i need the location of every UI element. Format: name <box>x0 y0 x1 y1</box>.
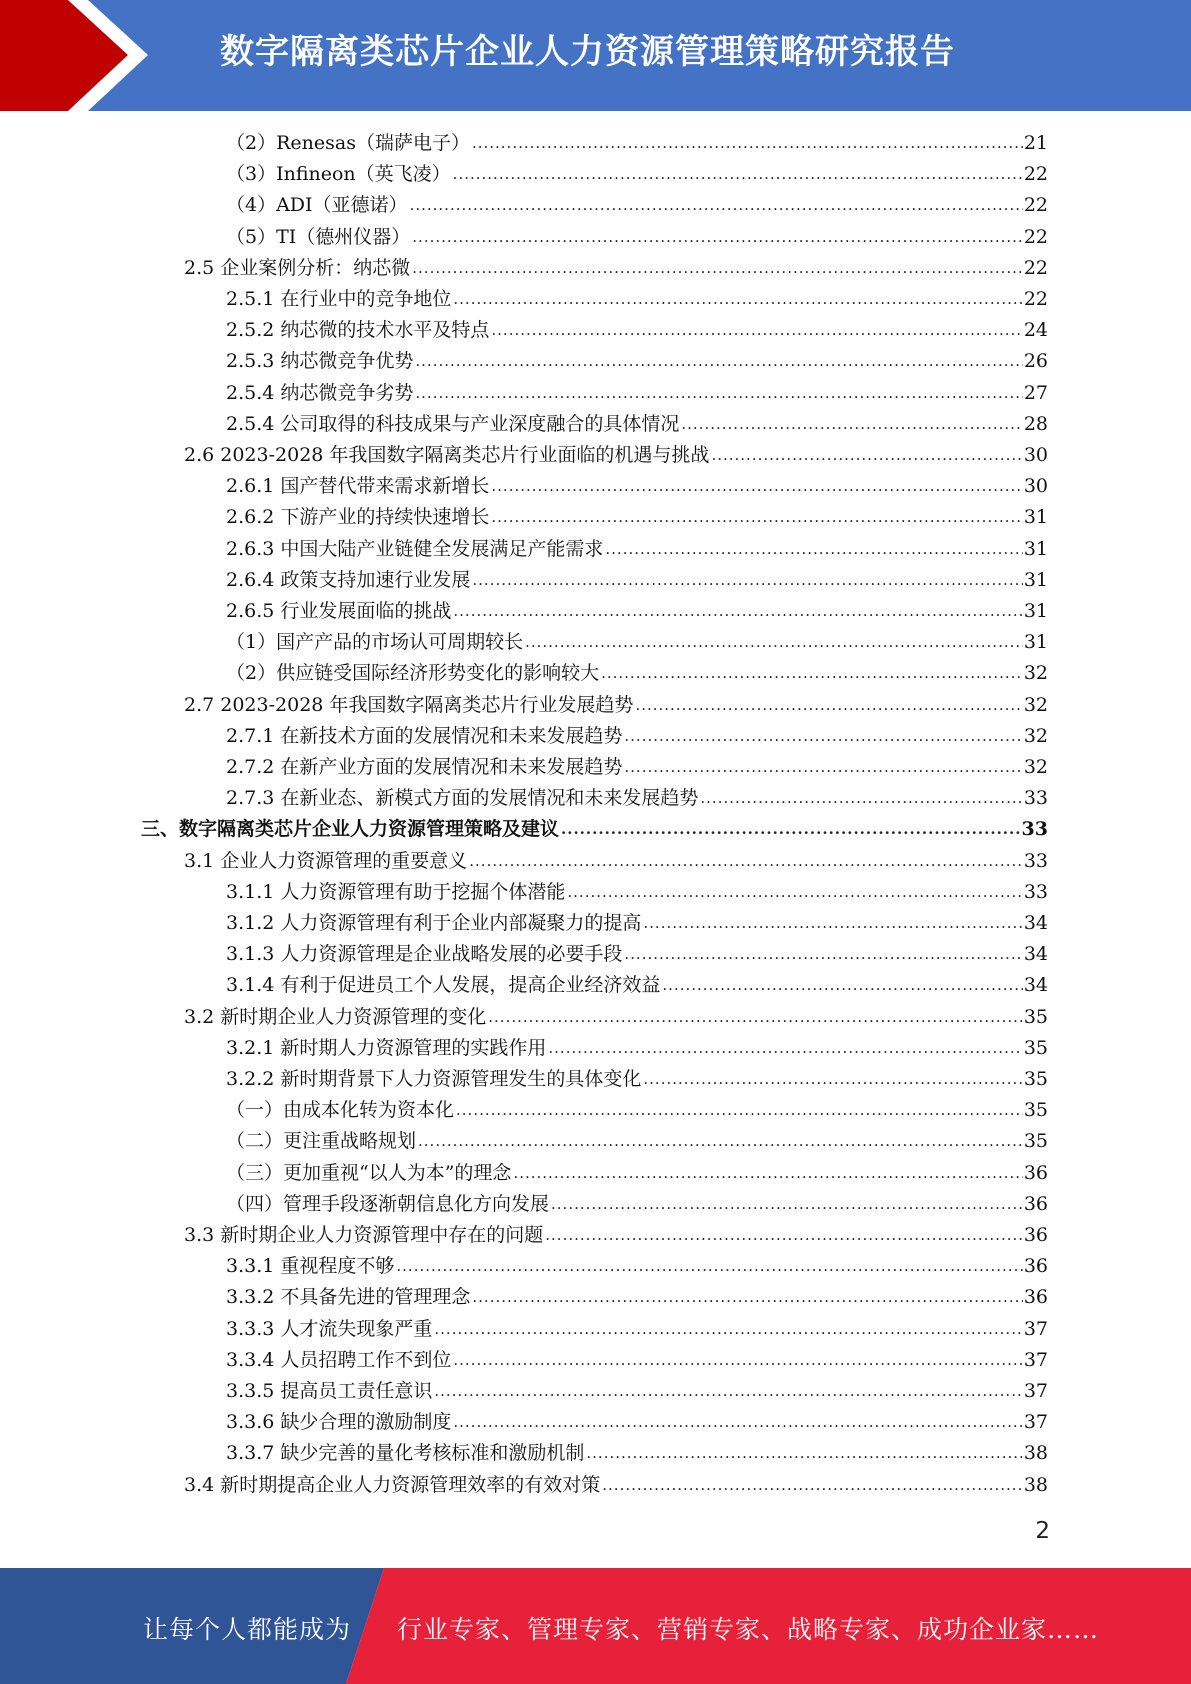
toc-leader-dots <box>513 1158 1022 1189</box>
toc-entry-page: 21 <box>1023 132 1048 154</box>
toc-entry-page: 32 <box>1023 662 1048 685</box>
toc-leader-dots <box>602 1470 1023 1501</box>
toc-leader-dots <box>605 534 1022 565</box>
toc-entry-page: 33 <box>1023 849 1048 872</box>
toc-entry[interactable] <box>226 1345 1048 1376</box>
toc-entry-title: 3.2.2 新时期背景下人力资源管理发生的具体变化 <box>226 1068 642 1090</box>
toc-entry-title: （二）更注重战略规划 <box>226 1130 417 1153</box>
toc-entry[interactable] <box>184 1002 1048 1033</box>
toc-entry-page: 35 <box>1023 1130 1048 1153</box>
toc-entry[interactable] <box>184 1470 1048 1501</box>
toc-entry-title: 2.7.2 在新产业方面的发展情况和未来发展趋势 <box>226 756 623 778</box>
toc-entry[interactable] <box>226 1376 1048 1407</box>
toc-entry-title: 2.5.2 纳芯微的技术水平及特点 <box>226 319 490 342</box>
toc-entry[interactable] <box>226 1282 1048 1313</box>
toc-entry-page: 38 <box>1023 1442 1048 1465</box>
toc-entry[interactable] <box>226 534 1048 565</box>
toc-entry-page: 30 <box>1023 444 1048 466</box>
toc-entry-title: （4）ADI（亚德诺） <box>226 194 408 217</box>
toc-entry[interactable] <box>226 1064 1048 1095</box>
toc-entry[interactable] <box>226 565 1048 596</box>
toc-entry-page: 28 <box>1023 412 1048 435</box>
toc-entry-page: 33 <box>1021 818 1048 841</box>
toc-entry-title: 3.3 新时期企业人力资源管理中存在的问题 <box>184 1224 544 1246</box>
toc-leader-dots <box>453 596 1022 627</box>
toc-entry-title: （四）管理手段逐渐朝信息化方向发展 <box>226 1192 550 1215</box>
toc-entry-page: 31 <box>1023 600 1048 622</box>
toc-entry[interactable] <box>226 471 1048 502</box>
page-number: 2 <box>1035 1518 1050 1544</box>
toc-entry[interactable] <box>226 752 1048 783</box>
toc-entry-page: 22 <box>1023 256 1048 279</box>
toc-entry-page: 27 <box>1023 381 1048 404</box>
toc-entry[interactable] <box>226 222 1048 253</box>
toc-entry[interactable] <box>226 596 1048 627</box>
toc-entry-page: 31 <box>1023 537 1048 560</box>
toc-entry-page: 35 <box>1023 1068 1048 1090</box>
toc-leader-dots <box>624 939 1022 970</box>
toc-entry-title: （1）国产产品的市场认可周期较长 <box>226 631 524 654</box>
toc-entry-title: 2.6.3 中国大陆产业链健全发展满足产能需求 <box>226 537 604 560</box>
toc-leader-dots <box>545 1220 1023 1251</box>
toc-leader-dots <box>491 502 1022 533</box>
toc-entry-title: 2.5.3 纳芯微竞争优势 <box>226 350 414 373</box>
toc-entry-title: 2.5.4 纳芯微竞争劣势 <box>226 381 414 404</box>
toc-entry-page: 37 <box>1023 1317 1048 1340</box>
toc-entry-title: 2.6.5 行业发展面临的挑战 <box>226 600 452 622</box>
toc-entry[interactable] <box>226 1189 1048 1220</box>
toc-leader-dots <box>453 1407 1022 1438</box>
toc-entry-title: 3.1.4 有利于促进员工个人发展，提高企业经济效益 <box>226 974 661 997</box>
toc-entry[interactable] <box>226 346 1048 377</box>
toc-leader-dots <box>643 1064 1022 1095</box>
toc-entry-title: 2.6.2 下游产业的持续快速增长 <box>226 506 490 529</box>
toc-leader-dots <box>472 128 1023 159</box>
toc-leader-dots <box>453 284 1022 315</box>
toc-entry-page: 33 <box>1023 880 1048 903</box>
toc-leader-dots <box>711 440 1022 471</box>
toc-entry[interactable] <box>226 1314 1048 1345</box>
page-footer <box>0 1568 1191 1684</box>
toc-entry[interactable] <box>226 970 1048 1001</box>
toc-entry[interactable] <box>226 1251 1048 1282</box>
toc-entry[interactable] <box>184 690 1048 721</box>
toc-entry-page: 22 <box>1023 194 1048 217</box>
toc-leader-dots <box>469 846 1023 877</box>
toc-entry-title: 三、数字隔离类芯片企业人力资源管理策略及建议 <box>141 818 560 841</box>
toc-entry-title: 2.5.4 公司取得的科技成果与产业深度融合的具体情况 <box>226 412 680 435</box>
toc-leader-dots <box>681 409 1022 440</box>
toc-entry-title: 2.5 企业案例分析：纳芯微 <box>184 256 411 279</box>
toc-entry-page: 34 <box>1023 912 1048 934</box>
toc-entry-title: 2.5.1 在行业中的竞争地位 <box>226 288 452 310</box>
toc-entry-page: 36 <box>1023 1286 1048 1309</box>
toc-leader-dots <box>472 565 1022 596</box>
toc-leader-dots <box>488 1002 1023 1033</box>
toc-entry[interactable] <box>226 783 1048 814</box>
toc-entry-page: 33 <box>1023 787 1048 810</box>
toc-entry-title: 2.7.3 在新业态、新模式方面的发展情况和未来发展趋势 <box>226 787 699 810</box>
toc-entry-title: 2.6.1 国产替代带来需求新增长 <box>226 475 490 498</box>
toc-entry-title: （一）由成本化转为资本化 <box>226 1099 455 1122</box>
toc-leader-dots <box>700 783 1022 814</box>
toc-leader-dots <box>453 1345 1022 1376</box>
toc-entry[interactable] <box>226 159 1048 190</box>
toc-entry[interactable] <box>184 440 1048 471</box>
toc-entry[interactable] <box>226 1033 1048 1064</box>
toc-leader-dots <box>434 1376 1022 1407</box>
toc-leader-dots <box>415 346 1022 377</box>
toc-entry-title: 3.1.2 人力资源管理有利于企业内部凝聚力的提高 <box>226 912 642 934</box>
toc-leader-dots <box>586 1438 1022 1469</box>
toc-entry-page: 34 <box>1023 974 1048 997</box>
toc-entry-page: 31 <box>1023 631 1048 654</box>
toc-entry-title: 3.2 新时期企业人力资源管理的变化 <box>184 1005 487 1028</box>
toc-entry[interactable] <box>184 253 1048 284</box>
toc-entry-page: 31 <box>1023 506 1048 529</box>
toc-entry-title: 3.3.5 提高员工责任意识 <box>226 1380 433 1402</box>
toc-leader-dots <box>567 877 1022 908</box>
toc-leader-dots <box>412 253 1023 284</box>
toc-entry-page: 30 <box>1023 475 1048 498</box>
toc-entry[interactable] <box>226 877 1048 908</box>
toc-entry[interactable] <box>226 190 1048 221</box>
toc-entry-title: 3.3.2 不具备先进的管理理念 <box>226 1286 471 1309</box>
toc-leader-dots <box>456 1095 1023 1126</box>
toc-entry[interactable] <box>226 1438 1048 1469</box>
toc-entry[interactable] <box>226 658 1048 689</box>
toc-entry[interactable] <box>226 627 1048 658</box>
toc-leader-dots <box>453 159 1023 190</box>
toc-entry[interactable] <box>226 502 1048 533</box>
toc-entry-page: 32 <box>1023 693 1048 716</box>
toc-leader-dots <box>551 1189 1023 1220</box>
toc-entry[interactable] <box>226 128 1048 159</box>
toc-entry[interactable] <box>226 1407 1048 1438</box>
toc-leader-dots <box>643 908 1022 939</box>
toc-entry-title: 3.3.4 人员招聘工作不到位 <box>226 1348 452 1371</box>
toc-leader-dots <box>491 315 1022 346</box>
toc-entry[interactable] <box>226 721 1048 752</box>
toc-entry-title: 3.3.7 缺少完善的量化考核标准和激励机制 <box>226 1442 585 1465</box>
toc-entry[interactable] <box>226 315 1048 346</box>
toc-leader-dots <box>472 1282 1022 1313</box>
toc-entry-title: （5）TI（德州仪器） <box>226 225 411 248</box>
toc-entry[interactable] <box>141 814 1048 845</box>
toc-leader-dots <box>561 814 1021 845</box>
toc-entry-page: 37 <box>1023 1411 1048 1434</box>
toc-leader-dots <box>662 970 1022 1001</box>
toc-leader-dots <box>412 222 1023 253</box>
toc-entry[interactable] <box>226 939 1048 970</box>
toc-entry-page: 22 <box>1023 163 1048 186</box>
page-header <box>0 0 1191 111</box>
toc-entry-title: （2）供应链受国际经济形势变化的影响较大 <box>226 662 600 685</box>
toc-leader-dots <box>624 752 1022 783</box>
toc-leader-dots <box>601 658 1023 689</box>
toc-entry[interactable] <box>226 284 1048 315</box>
toc-entry[interactable] <box>226 378 1048 409</box>
toc-entry-page: 38 <box>1023 1473 1048 1496</box>
toc-entry-title: （3）Infineon（英飞凌） <box>226 163 451 186</box>
toc-leader-dots <box>548 1033 1022 1064</box>
toc-entry-page: 32 <box>1023 724 1048 747</box>
toc-leader-dots <box>491 471 1022 502</box>
toc-entry-page: 37 <box>1023 1380 1048 1402</box>
toc-leader-dots <box>525 627 1023 658</box>
toc-leader-dots <box>410 190 1023 221</box>
toc-leader-dots <box>434 1314 1022 1345</box>
toc-entry-page: 34 <box>1023 943 1048 966</box>
toc-leader-dots <box>635 690 1022 721</box>
toc-entry-page: 35 <box>1023 1036 1048 1059</box>
toc-leader-dots <box>396 1251 1022 1282</box>
toc-entry-page: 36 <box>1023 1224 1048 1246</box>
toc-leader-dots <box>415 378 1022 409</box>
toc-entry-title: 3.1.1 人力资源管理有助于挖掘个体潜能 <box>226 880 566 903</box>
toc-entry-page: 36 <box>1023 1161 1048 1184</box>
toc-entry-title: 2.6 2023-2028 年我国数字隔离类芯片行业面临的机遇与挑战 <box>184 444 710 466</box>
toc-entry-title: 3.3.6 缺少合理的激励制度 <box>226 1411 452 1434</box>
toc-entry-title: 2.7.1 在新技术方面的发展情况和未来发展趋势 <box>226 724 623 747</box>
toc-entry[interactable] <box>184 846 1048 877</box>
toc-entry[interactable] <box>226 908 1048 939</box>
footer-slogan-left: 让每个人都能成为 <box>143 1615 352 1644</box>
toc-entry-page: 22 <box>1023 288 1048 310</box>
toc-entry-page: 36 <box>1023 1255 1048 1278</box>
toc-entry-title: （2）Renesas（瑞萨电子） <box>226 132 470 154</box>
toc-entry-page: 35 <box>1023 1005 1048 1028</box>
toc-entry[interactable] <box>226 1095 1048 1126</box>
toc-leader-dots <box>624 721 1022 752</box>
toc-entry-title: 3.1 企业人力资源管理的重要意义 <box>184 849 468 872</box>
toc-entry-title: 3.2.1 新时期人力资源管理的实践作用 <box>226 1036 547 1059</box>
toc-entry-page: 31 <box>1023 568 1048 591</box>
toc-entry-page: 24 <box>1023 319 1048 342</box>
toc-leader-dots <box>418 1126 1023 1157</box>
toc-entry[interactable] <box>226 1158 1048 1189</box>
toc-entry-title: 2.7 2023-2028 年我国数字隔离类芯片行业发展趋势 <box>184 693 634 716</box>
toc-entry-title: 3.3.3 人才流失现象严重 <box>226 1317 433 1340</box>
toc-entry-page: 35 <box>1023 1099 1048 1122</box>
toc-entry-title: 3.3.1 重视程度不够 <box>226 1255 395 1278</box>
toc-entry-page: 26 <box>1023 350 1048 373</box>
report-title: 数字隔离类芯片企业人力资源管理策略研究报告 <box>220 32 955 72</box>
toc-entry-page: 36 <box>1023 1192 1048 1215</box>
toc-entry[interactable] <box>184 1220 1048 1251</box>
footer-slogan-right: 行业专家、管理专家、营销专家、战略专家、成功企业家…… <box>397 1615 1100 1644</box>
toc-entry-title: 2.6.4 政策支持加速行业发展 <box>226 568 471 591</box>
toc-entry[interactable] <box>226 1126 1048 1157</box>
toc-entry[interactable] <box>226 409 1048 440</box>
toc-entry-page: 37 <box>1023 1348 1048 1371</box>
toc-entry-title: 3.4 新时期提高企业人力资源管理效率的有效对策 <box>184 1473 601 1496</box>
toc-entry-title: 3.1.3 人力资源管理是企业战略发展的必要手段 <box>226 943 623 966</box>
toc-entry-title: （三）更加重视“以人为本”的理念 <box>226 1161 512 1184</box>
toc-entry-page: 22 <box>1023 225 1048 248</box>
toc-entry-page: 32 <box>1023 756 1048 778</box>
